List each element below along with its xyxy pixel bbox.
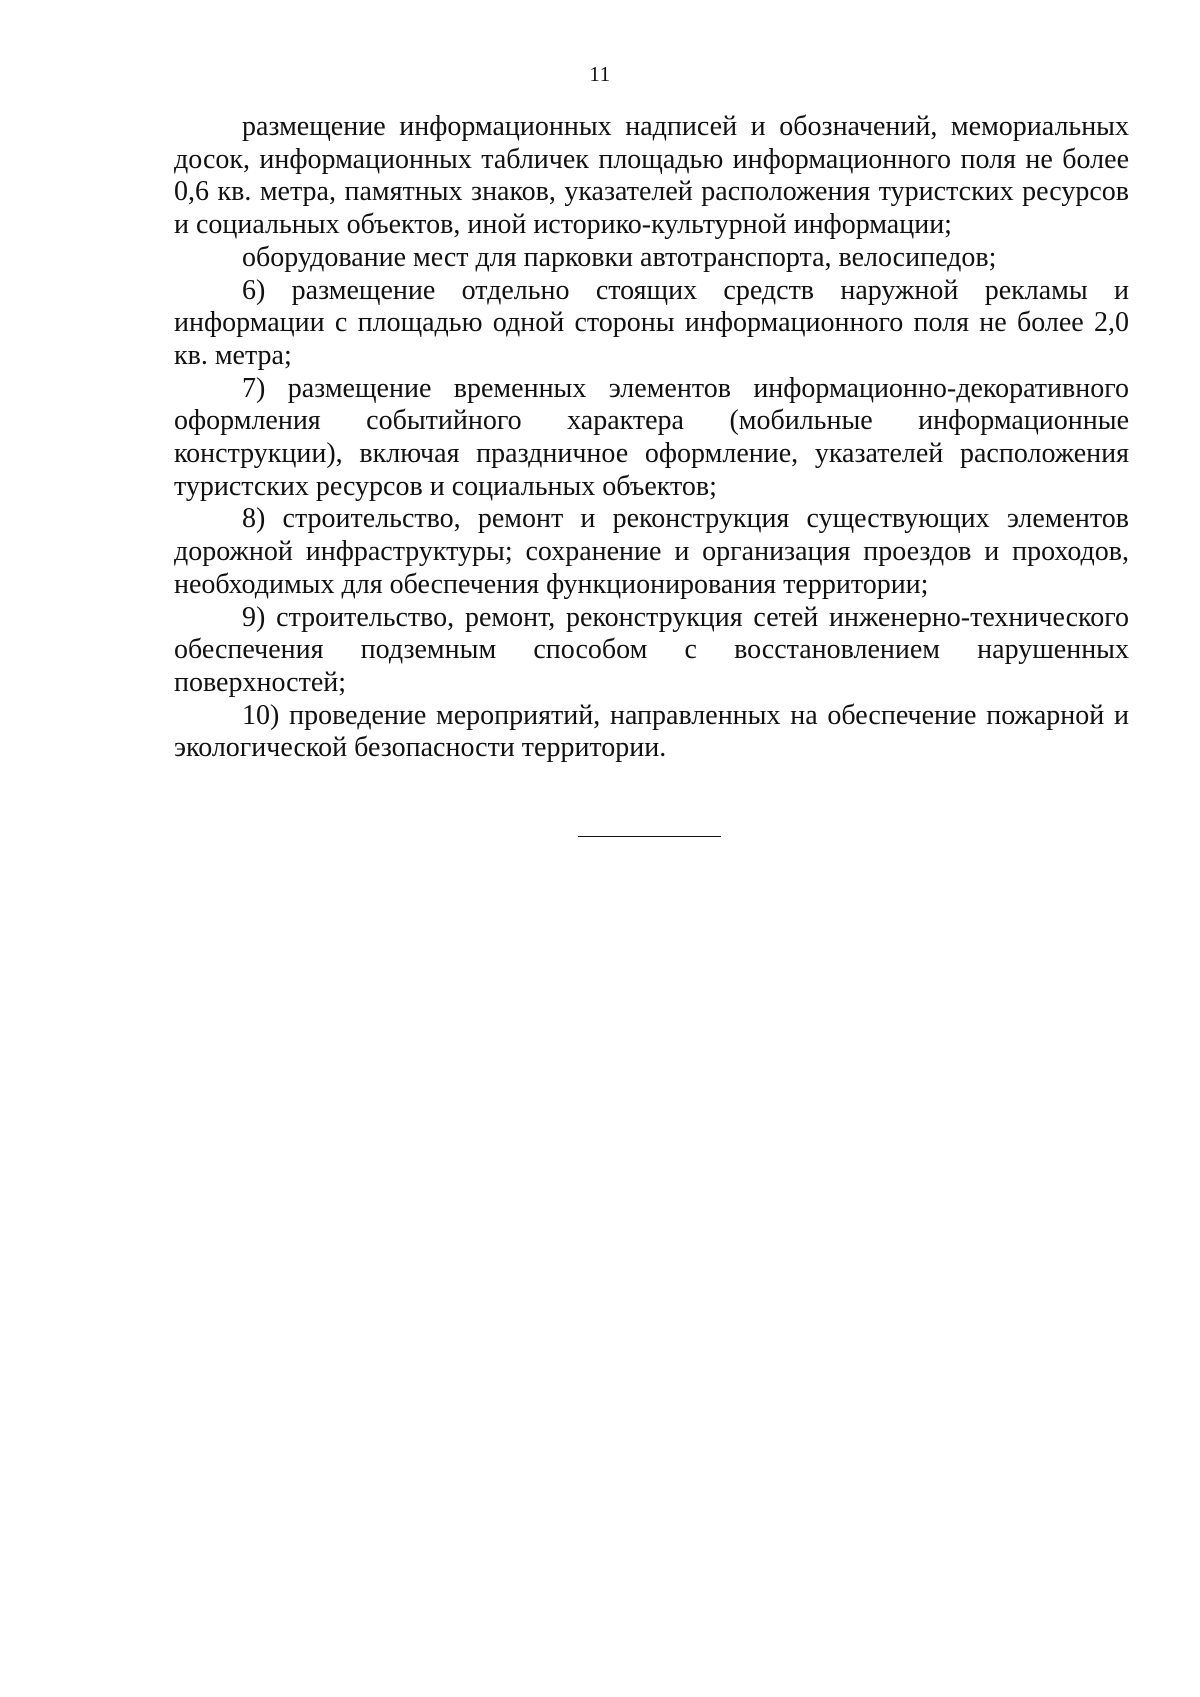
end-of-document-rule — [578, 836, 721, 837]
list-item-text: размещение временных элементов информационно-декоративного оформления событийного характера (мобильные информационные конструкции), включая праздничное оформление, указателей расположения туристских ресурсов и социальных объектов; — [174, 372, 1129, 502]
list-item-7 — [174, 373, 1129, 504]
list-item-text: строительство, ремонт и реконструкция существующих элементов дорожной инфраструктуры; сохранение и организация проездов и проходов, необходимых для обеспечения функционирования территории; — [174, 503, 1130, 600]
paragraph-text: размещение информационных надписей и обозначений, мемориальных досок, информационных табличек площадью информационного поля не более 0,6 кв. метра, памятных знаков, указателей расположения туристских ресурсов и социальных объектов, иной историко-культурной информации; — [174, 111, 1129, 241]
list-item-8 — [174, 503, 1129, 601]
list-item-text: строительство, ремонт, реконструкция сетей инженерно-технического обеспечения подземным способом с восстановлением нарушенных поверхностей; — [174, 601, 1129, 698]
paragraph-text: оборудование мест для парковки автотранспорта, велосипедов; — [242, 241, 997, 273]
list-item-6 — [174, 275, 1129, 373]
list-item-number: 6) — [242, 274, 266, 306]
list-item-10 — [174, 700, 1129, 765]
paragraph-parking — [174, 242, 1129, 275]
page-number: 11 — [589, 62, 611, 86]
list-item-number: 10) — [242, 699, 280, 731]
document-body — [174, 111, 1129, 765]
list-item-number: 8) — [242, 503, 266, 535]
paragraph-memorial-signs — [174, 111, 1129, 242]
list-item-number: 9) — [242, 601, 266, 633]
list-item-number: 7) — [242, 372, 266, 404]
list-item-text: проведение мероприятий, направленных на обеспечение пожарной и экологической безопасности территории. — [174, 699, 1129, 764]
list-item-9 — [174, 602, 1129, 700]
list-item-text: размещение отдельно стоящих средств наружной рекламы и информации с площадью одной стороны информационного поля не более 2,0 кв. метра; — [174, 274, 1129, 371]
